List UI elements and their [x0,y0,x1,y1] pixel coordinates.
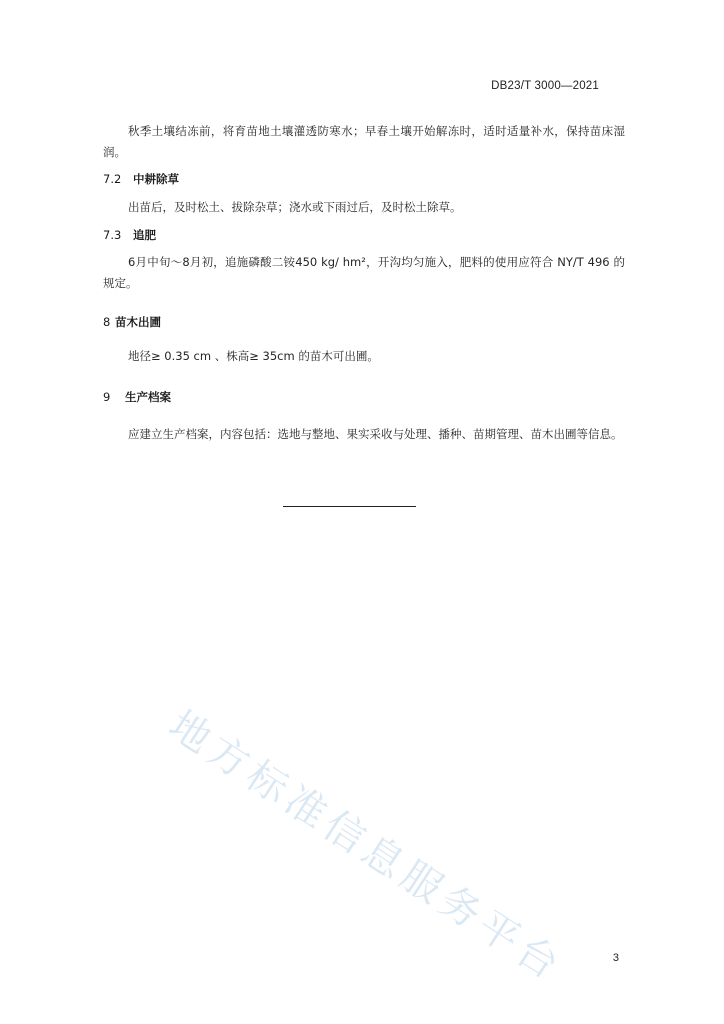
section-title: 追肥 [133,228,156,242]
section-number: 8 [103,315,111,329]
page-number: 3 [612,952,619,964]
paragraph-8: 地径≥ 0.35 cm 、株高≥ 35cm 的苗木可出圃。 [128,349,379,363]
section-number: 7.3 [103,228,122,242]
section-title: 苗木出圃 [115,315,161,329]
section-heading-9 [103,389,171,405]
section-heading-7-2 [103,171,179,187]
end-rule [283,506,416,507]
section-title: 生产档案 [125,390,171,404]
paragraph-7-3: 6月中旬～8月初，追施磷酸二铵450 kg/ hm²，开沟均匀施入，肥料的使用应符合 NY/T 496 的规定。 [103,255,625,290]
document-code: DB23/T 3000—2021 [491,80,599,92]
section-number: 9 [103,390,111,404]
section-heading-7-3 [103,227,156,243]
paragraph-7-2: 出苗后，及时松土、拔除杂草；浇水或下雨过后，及时松土除草。 [128,200,462,214]
paragraph-intro: 秋季土壤结冻前，将育苗地土壤灌透防寒水；早春土壤开始解冻时，适时适量补水，保持苗床湿润。 [103,124,625,159]
watermark: 地方标准信息服务平台 [160,702,572,992]
paragraph-9: 应建立生产档案，内容包括：选地与整地、果实采收与处理、播种、苗期管理、苗木出圃等信息。 [128,427,623,441]
section-heading-8 [103,314,161,330]
section-number: 7.2 [103,172,122,186]
section-title: 中耕除草 [133,172,179,186]
